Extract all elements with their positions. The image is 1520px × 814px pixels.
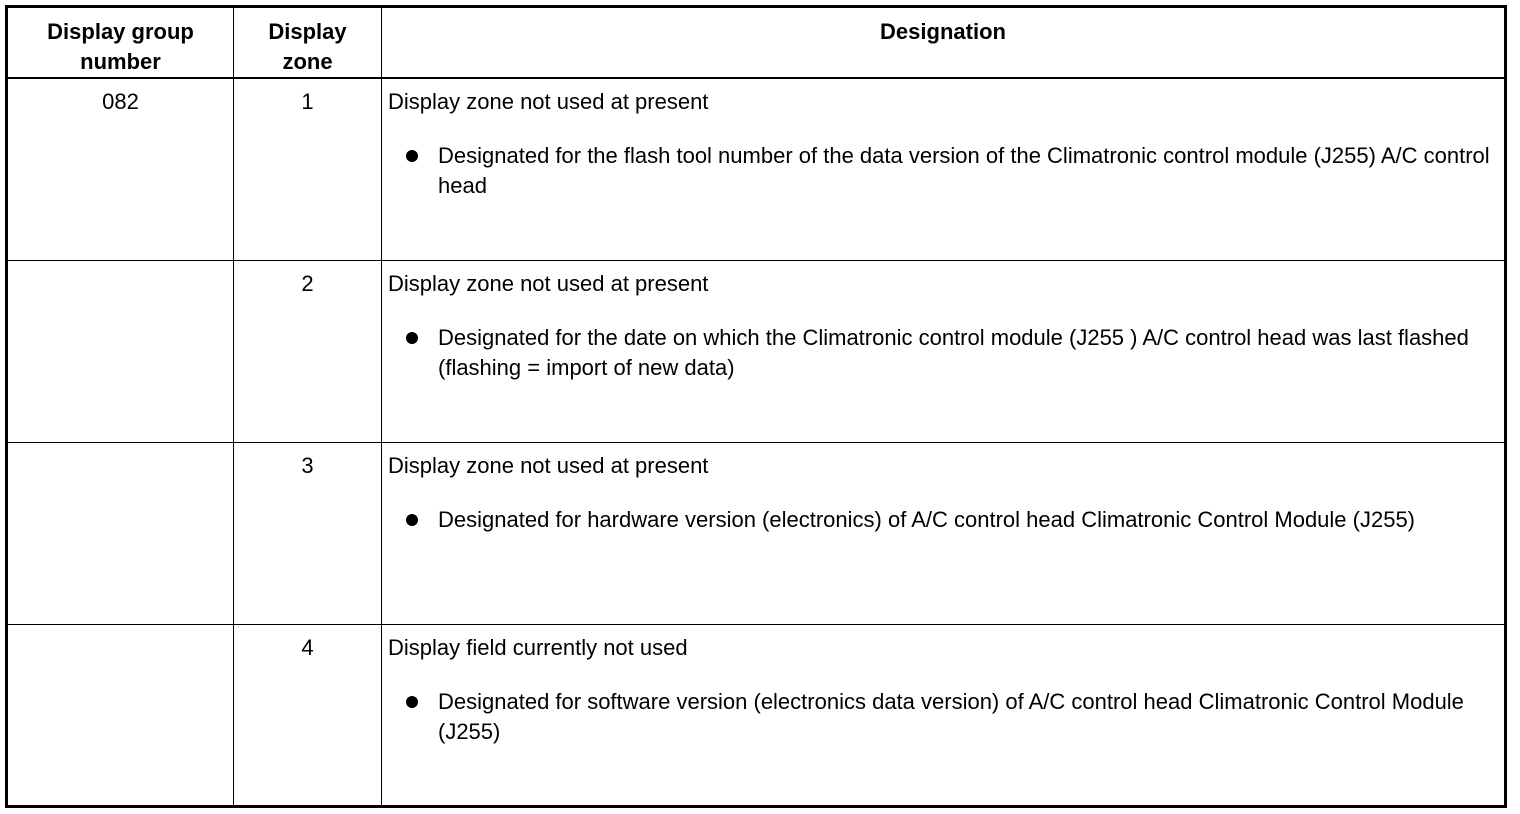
display-group-table (5, 5, 1507, 808)
cell-zone: 4 (234, 624, 382, 806)
designation-bullet-item (388, 687, 1494, 747)
bullet-icon (406, 696, 418, 708)
cell-designation (382, 78, 1506, 260)
table-row (7, 260, 1506, 442)
designation-note: Display zone not used at present (388, 270, 709, 296)
header-display-group-number-label: Display group number (47, 19, 194, 74)
designation-bullet-item (388, 141, 1494, 201)
cell-designation (382, 442, 1506, 624)
bullet-icon (406, 514, 418, 526)
cell-zone: 2 (234, 260, 382, 442)
cell-group-number (7, 624, 234, 806)
designation-bullet-item (388, 505, 1494, 535)
table-row (7, 78, 1506, 260)
cell-designation (382, 260, 1506, 442)
designation-note: Display field currently not used (388, 634, 688, 660)
designation-bullet-text: Designated for software version (electronics data version) of A/C control head Climatronic Control Module (J255) (438, 688, 1464, 744)
table-row (7, 442, 1506, 624)
cell-zone: 3 (234, 442, 382, 624)
cell-group-number: 082 (7, 78, 234, 260)
bullet-icon (406, 150, 418, 162)
designation-bullet-text: Designated for hardware version (electronics) of A/C control head Climatronic Control Module (J255) (438, 506, 1416, 532)
designation-note: Display zone not used at present (388, 452, 709, 478)
header-display-zone (234, 7, 382, 79)
table-row (7, 624, 1506, 806)
cell-zone: 1 (234, 78, 382, 260)
designation-bullet-text: Designated for the date on which the Climatronic control module (J255 ) A/C control head was last flashed (flashing = import of new data) (438, 324, 1469, 380)
table-header-row (7, 7, 1506, 79)
bullet-icon (406, 332, 418, 344)
cell-group-number (7, 442, 234, 624)
header-designation-label: Designation (880, 19, 1006, 44)
cell-designation (382, 624, 1506, 806)
designation-note: Display zone not used at present (388, 89, 709, 114)
designation-bullet-item (388, 323, 1494, 383)
cell-group-number (7, 260, 234, 442)
header-display-zone-label: Display zone (268, 19, 347, 74)
header-display-group-number (7, 7, 234, 79)
designation-bullet-text: Designated for the flash tool number of the data version of the Climatronic control module (J255) A/C control head (438, 143, 1490, 198)
header-designation (382, 7, 1506, 79)
